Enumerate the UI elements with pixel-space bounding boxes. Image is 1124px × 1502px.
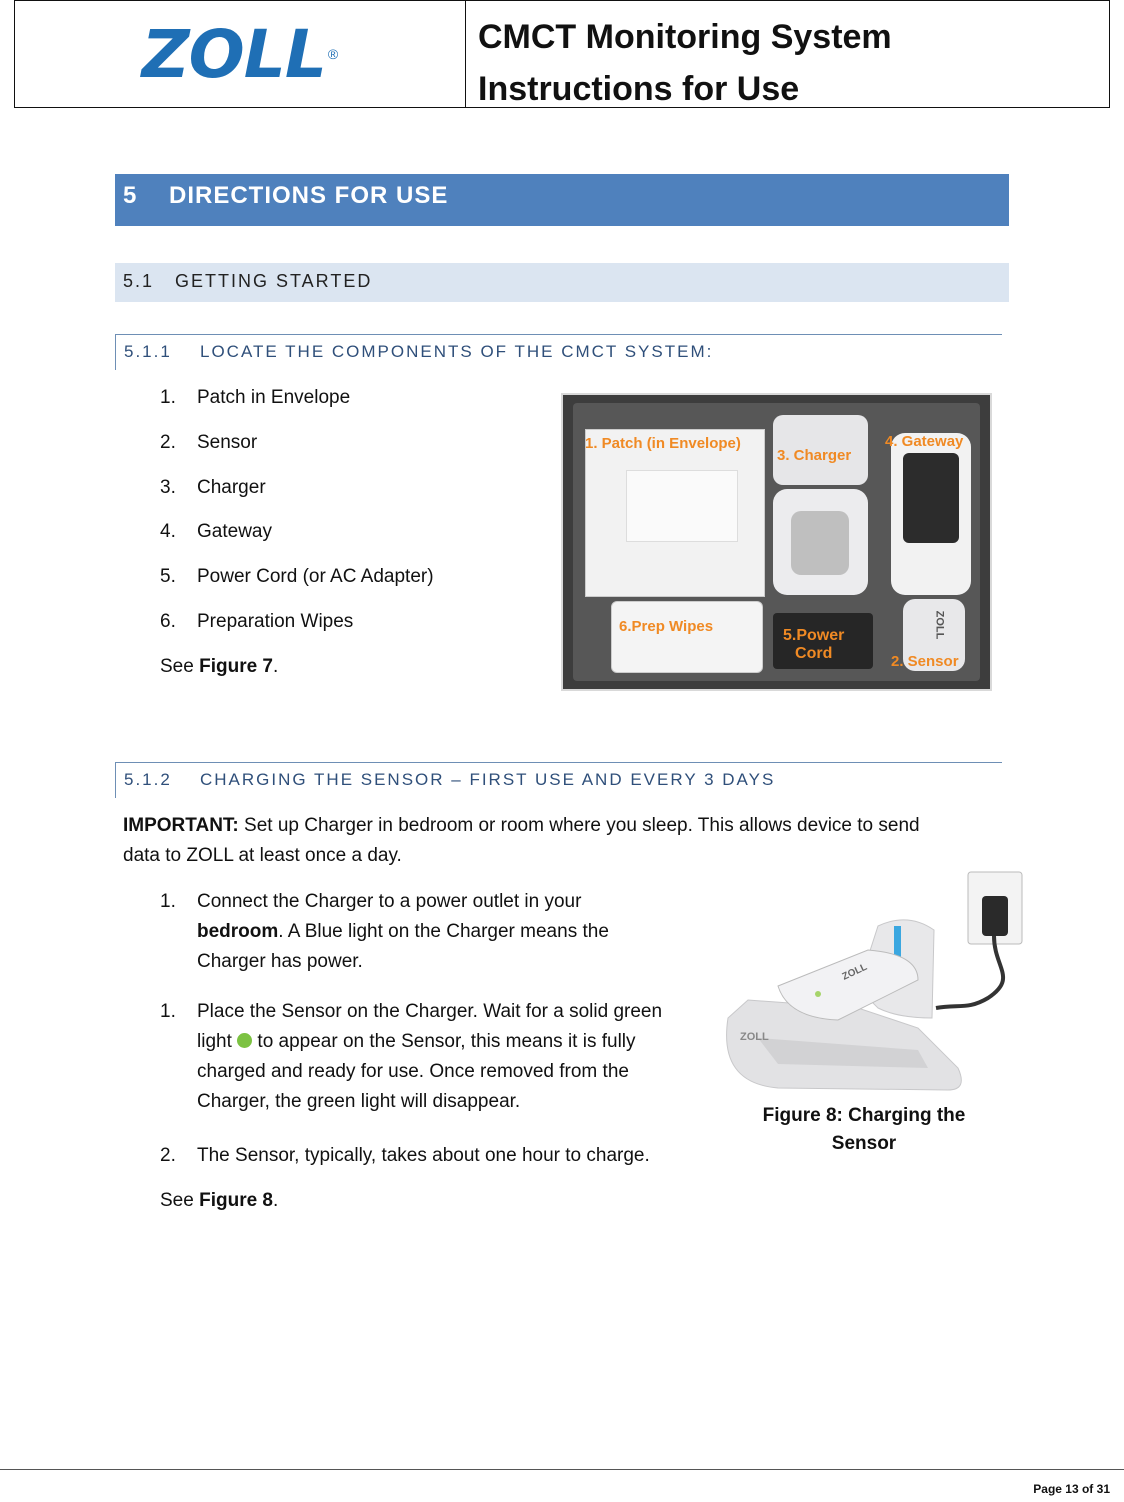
charging-step-1: 1. Connect the Charger to a power outlet in your bedroom. A Blue light on the Charger means the Charger has power. <box>160 891 609 972</box>
footer-divider <box>0 1469 1124 1470</box>
label-sensor: 2. Sensor <box>891 653 959 670</box>
charger-cradle <box>773 489 868 595</box>
document-title <box>466 1 1109 107</box>
important-note: IMPORTANT: Set up Charger in bedroom or room where you sleep. This allows device to send data to ZOLL at least once a day. <box>123 815 920 866</box>
zoll-logo <box>15 1 466 107</box>
label-patch: 1. Patch (in Envelope) <box>585 435 741 452</box>
section-number: 5 <box>123 182 138 209</box>
bedroom-emphasis: bedroom <box>197 921 279 942</box>
title-line-2: Instructions for Use <box>478 70 800 108</box>
charger-brand-text: ZOLL <box>740 1031 769 1043</box>
gateway-device <box>891 433 971 595</box>
logo-wordmark: ZOLL <box>141 15 326 93</box>
section-title: DIRECTIONS FOR USE <box>169 182 449 209</box>
see-figure-7: See Figure 7. <box>160 656 279 677</box>
power-cable <box>936 936 1003 1008</box>
sensor-brand: ZOLL <box>933 610 946 640</box>
figure-8-caption: Figure 8: Charging the Sensor <box>762 1105 966 1154</box>
plug-icon <box>982 896 1008 936</box>
label-power-cord: 5.Power Cord <box>783 627 845 662</box>
charging-step-3: 2. The Sensor, typically, takes about one hour to charge. <box>160 1145 650 1166</box>
registered-mark: ® <box>327 46 339 62</box>
section-5-heading <box>115 174 1009 226</box>
section-number: 5.1 <box>123 271 155 291</box>
document-header <box>14 0 1110 108</box>
figure-7-components-photo <box>561 393 992 691</box>
title-line-1: CMCT Monitoring System <box>478 18 892 56</box>
see-figure-8: See Figure 8. <box>160 1190 279 1211</box>
figure-7-reference[interactable]: Figure 7 <box>199 656 273 677</box>
section-number: 5.1.2 <box>124 770 172 789</box>
section-number: 5.1.1 <box>124 342 172 361</box>
sensor-green-light <box>815 991 821 997</box>
section-5-1-2-heading <box>115 762 1002 798</box>
prep-wipes-pack <box>611 601 763 673</box>
page-number: Page 13 of 31 <box>1033 1482 1110 1496</box>
section-5-1-1-heading <box>115 334 1002 370</box>
label-charger: 3. Charger <box>777 447 852 464</box>
label-gateway: 4. Gateway <box>885 433 964 450</box>
figure-8-reference[interactable]: Figure 8 <box>199 1190 273 1211</box>
sensor-brand-text: ZOLL <box>840 961 869 983</box>
important-label: IMPORTANT: <box>123 815 239 836</box>
section-title: LOCATE THE COMPONENTS OF THE CMCT SYSTEM: <box>200 342 714 361</box>
figure-8-charging-illustration <box>718 868 1026 1098</box>
component-list: 1. Patch in Envelope 2. Sensor 3. Charger 4. Gateway 5. Power Cord (or AC Adapter) 6. Preparation Wipes See Figure 7. <box>160 387 434 677</box>
green-light-icon <box>237 1033 252 1048</box>
charging-step-2: 1. Place the Sensor on the Charger. Wait for a solid green light to appear on the Sensor, this means it is fully charged and ready for use. Once removed from the Charger, the green light will disappear. <box>160 1001 663 1112</box>
label-wipes: 6.Prep Wipes <box>619 618 714 635</box>
section-title: CHARGING THE SENSOR – FIRST USE AND EVERY 3 DAYS <box>200 770 776 789</box>
section-title: GETTING STARTED <box>175 271 373 291</box>
patch-envelope <box>585 429 765 597</box>
section-5-1-heading <box>115 263 1009 302</box>
